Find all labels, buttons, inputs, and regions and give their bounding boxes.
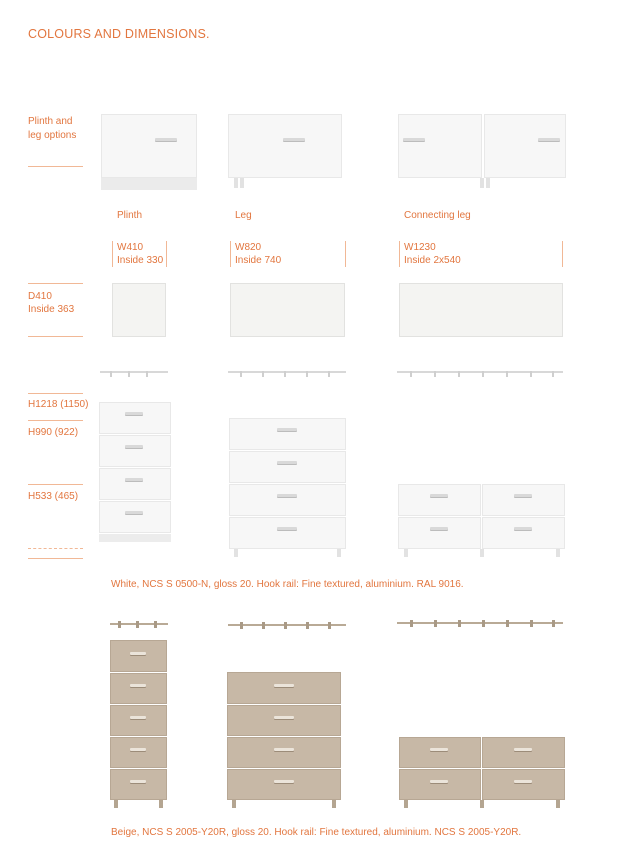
height-rule [28,484,83,485]
height-rule-dashed [28,548,83,549]
width-tick [166,241,167,267]
width-1230: W1230 [404,242,436,253]
depth-rule-top [28,283,83,284]
option-label-connecting-leg: Connecting leg [404,210,471,221]
white-caption: White, NCS S 0500-N, gloss 20. Hook rail: Fine textured, aluminium. RAL 9016. [111,579,464,590]
option-label-plinth: Plinth [117,210,143,221]
width-tick [562,241,563,267]
height-533: H533 (465) [28,491,79,502]
top-panel-820 [230,283,345,337]
width-410-inside: Inside 330 [117,255,164,266]
top-panel-1230 [399,283,563,337]
depth-inside: Inside 363 [28,304,75,315]
height-990: H990 (922) [28,427,79,438]
width-410: W410 [117,242,144,253]
width-820-inside: Inside 740 [235,255,282,266]
top-panel-410 [112,283,166,337]
width-tick [399,241,400,267]
section-rule [28,166,83,167]
option-label-leg: Leg [235,210,252,221]
width-1230-inside: Inside 2x540 [404,255,461,266]
width-tick [345,241,346,267]
height-rule [28,393,83,394]
depth-rule-bottom [28,336,83,337]
depth-label: D410 [28,291,52,302]
width-tick [230,241,231,267]
height-1218: H1218 (1150) [28,399,89,410]
section-label: Plinth and leg options [28,116,77,141]
width-820: W820 [235,242,262,253]
height-rule [28,420,83,421]
page-title: COLOURS AND DIMENSIONS. [28,27,210,41]
height-rule [28,558,83,559]
width-tick [112,241,113,267]
beige-caption: Beige, NCS S 2005-Y20R, gloss 20. Hook rail: Fine textured, aluminium. NCS S 2005-Y20R. [111,827,522,838]
